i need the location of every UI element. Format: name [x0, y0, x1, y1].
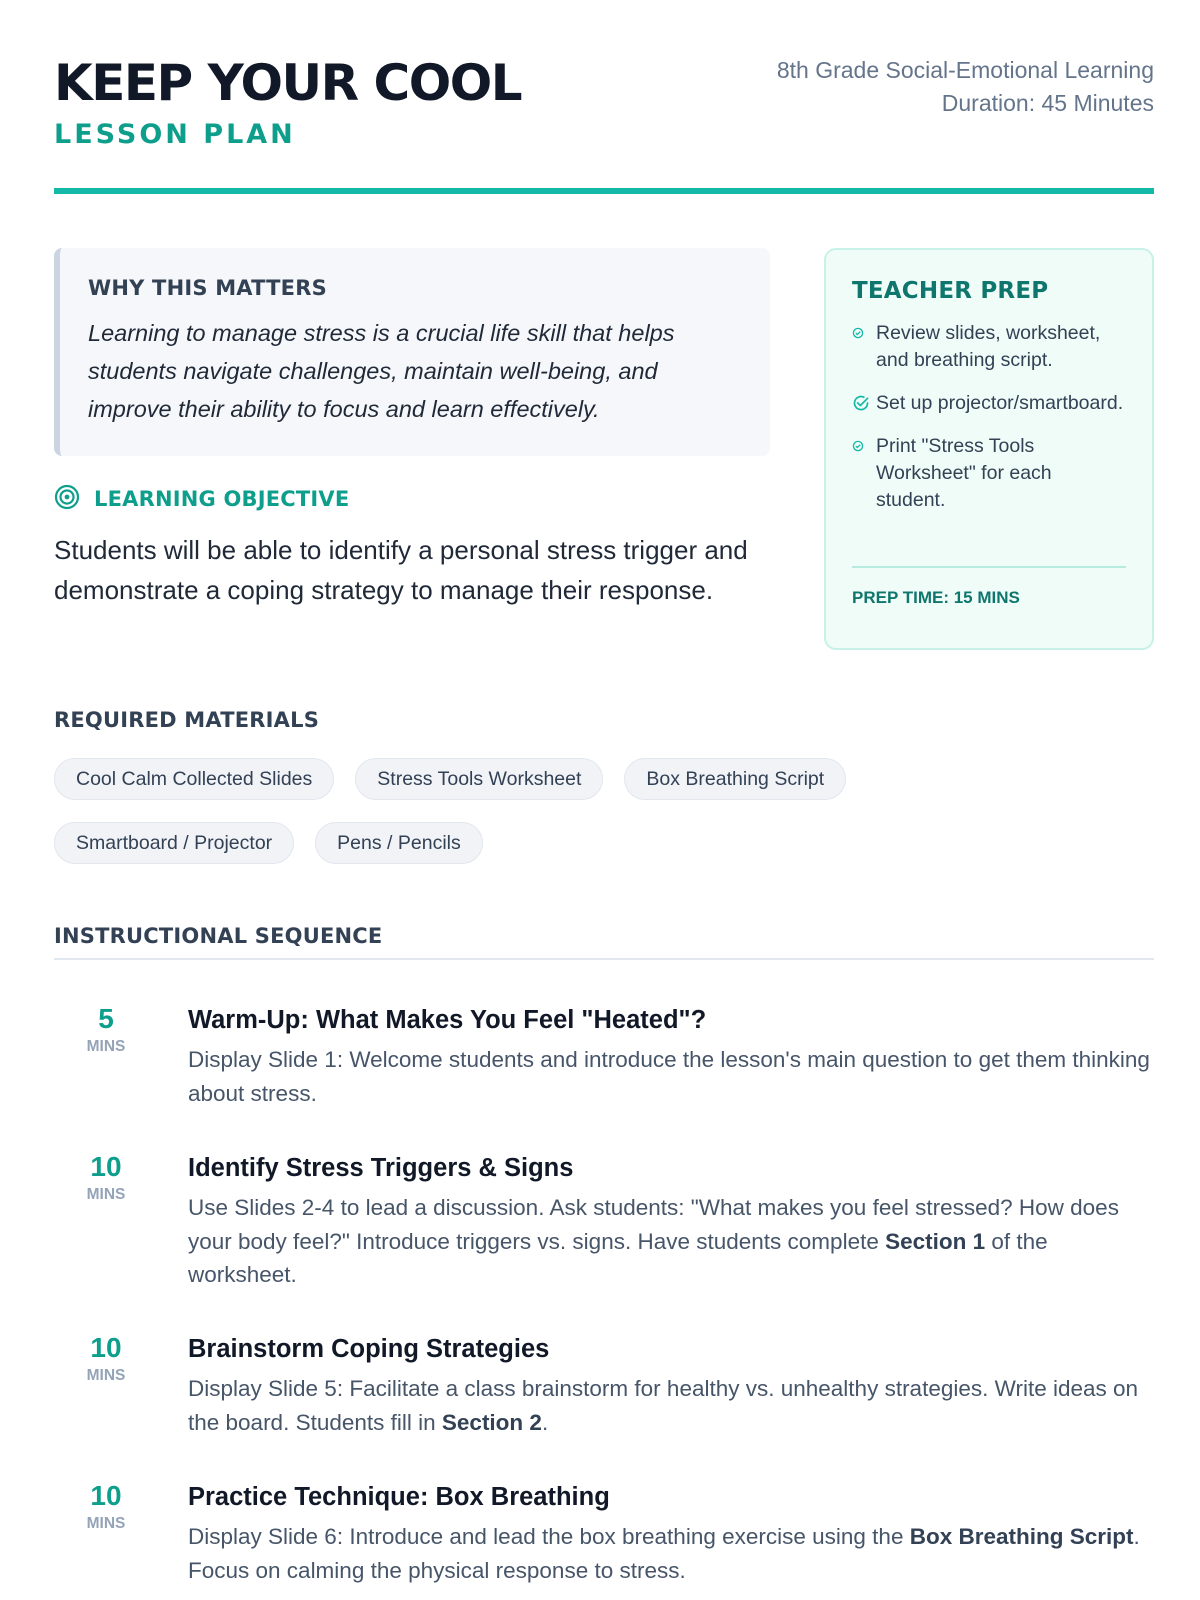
step-title: Brainstorm Coping Strategies	[188, 1335, 550, 1363]
step-desc-text: Display Slide 1: Welcome students and introduce the lesson's main question to get them thinking about stress.	[188, 1047, 1150, 1106]
step-minutes: 10	[90, 1151, 122, 1182]
material-chip: Stress Tools Worksheet	[355, 758, 603, 800]
material-chip: Cool Calm Collected Slides	[54, 758, 334, 800]
step-description	[188, 1191, 1154, 1292]
page-title: KEEP YOUR COOL	[54, 54, 522, 112]
lesson-plan-page	[54, 0, 1154, 1600]
why-heading: WHY THIS MATTERS	[88, 276, 327, 300]
material-chip: Pens / Pencils	[315, 822, 483, 864]
step-minutes: 10	[90, 1480, 122, 1511]
prep-item	[852, 390, 1126, 417]
step-desc-bold: Box Breathing Script	[909, 1524, 1134, 1549]
grade-subject: 8th Grade Social-Emotional Learning	[776, 57, 1154, 83]
step-unit: MINS	[86, 1038, 126, 1055]
prep-item-text: Print "Stress Tools Worksheet" for each student.	[876, 435, 1052, 511]
header-divider	[54, 188, 1154, 194]
step-desc-text: Display Slide 5: Facilitate a class brainstorm for healthy vs. unhealthy strategies. Write ideas on the board. Students fill in	[188, 1376, 1139, 1435]
step-desc-text: . Focus on calming the physical response to stress.	[188, 1524, 1140, 1583]
prep-divider	[852, 566, 1126, 568]
sequence-heading: INSTRUCTIONAL SEQUENCE	[54, 924, 383, 948]
duration: Duration: 45 Minutes	[941, 90, 1154, 116]
step-desc-text: Use Slides 2-4 to lead a discussion. Ask students: "What makes you feel stressed? How does your body feel?" Introduce triggers vs. signs. Have students complete	[188, 1195, 1119, 1254]
header	[54, 52, 1154, 192]
lesson-meta	[777, 54, 1154, 120]
step-description	[188, 1520, 1154, 1587]
step-desc-text: .	[541, 1409, 549, 1435]
objective-heading: LEARNING OBJECTIVE	[94, 487, 350, 511]
prep-heading: TEACHER PREP	[852, 278, 1049, 304]
step-unit: MINS	[86, 1367, 126, 1384]
small-circle-check-icon	[852, 320, 870, 346]
step-desc-bold: Section 1	[885, 1228, 986, 1254]
step-desc-text: of the worksheet.	[188, 1228, 1048, 1287]
small-circle-check-icon	[852, 433, 870, 459]
step-minutes: 5	[98, 1003, 114, 1034]
why-this-matters-box	[54, 248, 770, 456]
prep-item-text: Set up projector/smartboard.	[876, 392, 1124, 414]
why-text: Learning to manage stress is a crucial life skill that helps students navigate challenges, maintain well-being, and improve their ability to focus and learn effectively.	[88, 320, 675, 422]
prep-item-text: Review slides, worksheet, and breathing script.	[876, 322, 1101, 371]
step-minutes: 10	[90, 1332, 122, 1363]
sequence-divider	[54, 958, 1154, 960]
prep-item	[852, 320, 1126, 374]
step-desc-text: Display Slide 6: Introduce and lead the box breathing exercise using the	[188, 1524, 910, 1549]
material-chip: Smartboard / Projector	[54, 822, 294, 864]
target-icon	[54, 484, 80, 515]
material-chip: Box Breathing Script	[624, 758, 846, 800]
step-description	[188, 1372, 1154, 1439]
step-title: Warm-Up: What Makes You Feel "Heated"?	[188, 1006, 707, 1034]
step-title: Identify Stress Triggers & Signs	[188, 1154, 574, 1182]
step-title: Practice Technique: Box Breathing	[188, 1483, 610, 1511]
objective-header	[54, 484, 349, 514]
circle-check-icon	[852, 390, 870, 416]
materials-list	[54, 758, 1054, 864]
prep-list	[852, 320, 1126, 514]
step-desc-bold: Section 2	[441, 1409, 542, 1435]
objective-text: Students will be able to identify a personal stress trigger and demonstrate a coping strategy to manage their response.	[54, 535, 748, 605]
page-subtitle: LESSON PLAN	[54, 119, 296, 150]
materials-heading: REQUIRED MATERIALS	[54, 708, 320, 732]
prep-item	[852, 433, 1126, 514]
step-unit: MINS	[86, 1515, 126, 1532]
step-unit: MINS	[86, 1186, 126, 1203]
prep-time: PREP TIME: 15 MINS	[852, 588, 1020, 607]
teacher-prep-card	[824, 248, 1154, 650]
step-description	[188, 1043, 1154, 1110]
